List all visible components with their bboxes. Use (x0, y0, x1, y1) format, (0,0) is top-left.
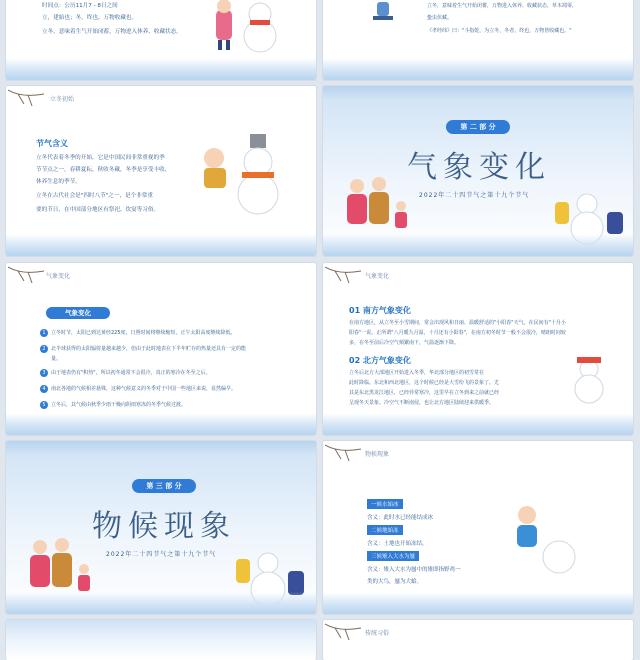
slide6-p1-line-1: 在南方地区，从立冬至小雪期间，常会出现风和日丽、温暖舒适的"小阳春"天气，在民间有"十月小 (349, 320, 566, 326)
snow-top (6, 441, 316, 455)
slide8-tag: 物候现象 (365, 451, 390, 458)
snow-ground (6, 592, 316, 614)
slide-10[interactable] (6, 620, 316, 660)
section-title: 物候现象 (92, 509, 236, 544)
list-text: 北半球获得的太阳辐射量越来越少，但由于此时地表在下半年贮存的热量还具有一定的能 (51, 346, 247, 352)
phenology-bar-3: 三候雉入大水为蜃 (367, 551, 419, 561)
list-number: 3 (40, 369, 48, 377)
slide6-p1-line-3: 多，在冬至前后冷空气频繁南下，气温逐渐下降。 (349, 340, 460, 346)
list-item (40, 329, 236, 337)
slide6-tag: 气象变化 (365, 273, 390, 280)
list-text: 立冬时节，太阳已到达黄经225度，日照时间将继续缩短，正午太阳高度继续降低。 (51, 330, 236, 336)
slide-7[interactable] (6, 441, 316, 614)
winter-branch-icon (8, 88, 46, 110)
winter-branch-icon (325, 443, 363, 465)
slide6-p2-line-3: 其是东北黑龙江地区，已经异常寒冷，这里早在立冬到来之前就已经 (349, 390, 500, 396)
list-item (40, 401, 186, 409)
snow-ground (323, 58, 633, 80)
slide-1[interactable] (6, 0, 316, 80)
phenology-text-2: 含义：土地也开始冻结。 (367, 541, 428, 547)
slide5-pill: 气象变化 (46, 307, 110, 319)
phenology-text-1: 含义：此时水已经能结成冰 (367, 515, 434, 521)
section-subtitle: 2022年二十四节气之第十九个节气 (106, 551, 217, 558)
kid-with-snowman-illustration (194, 130, 294, 220)
slide6-p2-line-1: 立冬后北方大部地区开始进入冬季，华北部分地区的初雪常在 (349, 370, 485, 376)
list-text: 南北各地的气候相差悬殊，这种气候意义的冬季对于中国一些地区来说，显然偏早。 (51, 386, 237, 392)
snowman-scene-illustration (555, 355, 625, 405)
list-item (40, 345, 246, 353)
slide6-heading-1: 01 南方气象变化 (349, 306, 411, 315)
slide-2[interactable] (323, 0, 633, 80)
slide9-tag: 传统习俗 (365, 630, 390, 637)
slide5-tag: 气象变化 (46, 273, 71, 280)
slide1-line-1: 时间点：公历11月7 - 8日之间 (42, 3, 118, 9)
snow-ground (323, 592, 633, 614)
section-subtitle: 2022年二十四节气之第十九个节气 (419, 192, 530, 199)
slide-5[interactable] (6, 263, 316, 435)
slide1-line-2: 立，建始也；冬，终也，万物收藏也。 (42, 15, 138, 21)
list-item (40, 385, 236, 393)
phenology-bar-2: 二候地始冻 (367, 525, 403, 535)
snow-ground (323, 413, 633, 435)
slide3-line-4: 立冬在古代社会是"四时八节"之一，是个非常重 (36, 193, 154, 199)
snow-ground (6, 234, 316, 256)
slide6-p1-line-2: 阳春"一说。正所谓"八月暖九月温，十月还有小阳春"，在南方初冬时节一般不会很冷，晴朗时间较 (349, 330, 566, 336)
section-pill: 第 二 部 分 (446, 120, 510, 134)
list-text: 由于地表仍有"积热"，所以初冬通常不会很冷，真正的寒冷在冬至之后。 (51, 370, 211, 376)
snow-ground (6, 413, 316, 435)
section-pill: 第 三 部 分 (132, 479, 196, 493)
list-number: 5 (40, 401, 48, 409)
slide-6[interactable] (323, 263, 633, 435)
slide3-heading: 节气含义 (36, 139, 68, 148)
slide2-line-2: 蛰虫伏藏。 (427, 15, 453, 21)
list-number: 4 (40, 385, 48, 393)
slide-8[interactable] (323, 441, 633, 614)
list-item (40, 369, 211, 377)
kids-snowman-illustration (202, 0, 288, 56)
phenology-text-3a: 含义：雉入大水为蜃中的雉即指野鸡一 (367, 567, 461, 573)
section-title: 气象变化 (407, 150, 551, 185)
winter-branch-icon (325, 622, 363, 644)
slide-4[interactable] (323, 86, 633, 256)
slide-9[interactable] (323, 620, 633, 660)
list-text: 立冬后，其气候由秋季少雨干燥向阴雨寒冻的冬季气候过渡。 (51, 402, 187, 408)
list-item (51, 355, 61, 362)
slide6-p2-line-4: 呈现冬天景象。冷空气不断南侵，也让北方地区陆续迎来供暖季。 (349, 400, 495, 406)
list-text: 量。 (51, 356, 62, 362)
winter-branch-icon (8, 265, 46, 287)
slide1-line-3: 立冬，意味着生气开始闭蓄，万物进入休养、收藏状态。 (42, 29, 182, 35)
kid-rolling-snowball-illustration (507, 505, 587, 585)
slide3-line-5: 要的节日，在中国部分地区有祭祀、饮宴等习俗。 (36, 207, 160, 213)
slide2-line-3: 《孝经纬》曰："斗指乾，为立冬，冬者，终也，万物皆收藏也。" (427, 28, 572, 34)
phenology-bar-1: 一候水始冰 (367, 499, 403, 509)
list-number: 1 (40, 329, 48, 337)
snow-ground (6, 58, 316, 80)
snow-ground (323, 234, 633, 256)
winter-branch-icon (325, 265, 363, 287)
slide3-line-3: 休养生息的季节。 (36, 179, 81, 185)
snow-top (323, 86, 633, 100)
slide2-line-1: 立冬，意味着生气开始闭蓄，万物进入休养、收藏状态，草木凋零， (427, 3, 578, 9)
slide-3[interactable] (6, 86, 316, 256)
phenology-text-3b: 类的大鸟，蜃为大蛤。 (367, 579, 423, 585)
slide3-tag: 立冬初始 (50, 96, 75, 103)
skater-illustration (363, 0, 403, 26)
slide3-line-2: 节节点之一，春耕夏耘，秋收冬藏，冬季是享受丰收、 (36, 167, 171, 173)
slide6-p2-line-2: 此时降临。东北和西北地区，这个时候已经是大雪纷飞的景象了。尤 (349, 380, 500, 386)
slide3-line-1: 立冬代表着冬季的开始，它是中国民间非常重视的季 (36, 155, 165, 161)
list-number: 2 (40, 345, 48, 353)
slide6-heading-2: 02 北方气象变化 (349, 356, 411, 365)
